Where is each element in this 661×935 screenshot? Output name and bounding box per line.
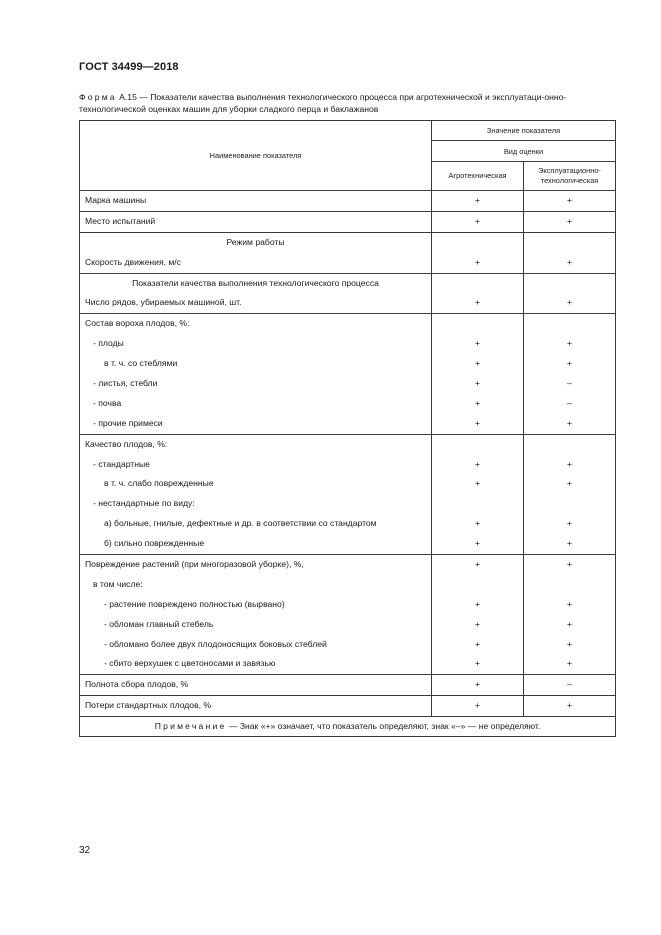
indicator-name: Потери стандартных плодов, % [85, 700, 212, 711]
indicator-name-cell [80, 232, 432, 273]
expl-mark: + [566, 358, 573, 369]
form-caption [79, 92, 619, 115]
expl-mark: + [566, 638, 573, 649]
agro-mark: + [474, 618, 481, 629]
expl-mark: + [566, 658, 573, 669]
agro-value-cell [432, 434, 524, 554]
expl-mark: + [566, 215, 573, 226]
expl-mark: + [566, 256, 573, 267]
expl-mark: + [566, 297, 573, 308]
agro-value-cell [432, 555, 524, 675]
agro-mark: + [474, 679, 481, 690]
agro-mark: + [474, 518, 481, 529]
indicator-name-cell [80, 555, 432, 675]
indicator-name: б) сильно поврежденные [104, 538, 205, 549]
agro-value-cell [432, 696, 524, 717]
expl-mark: + [566, 700, 573, 711]
indicator-name: - плоды [93, 338, 124, 349]
expl-mark: + [566, 538, 573, 549]
indicator-name: - сбито верхушек с цветоносами и завязью [104, 658, 276, 669]
agro-mark: + [474, 297, 481, 308]
indicator-name: - растение повреждено полностью (вырвано) [104, 598, 285, 609]
expl-mark: + [566, 195, 573, 205]
indicator-name: Место испытаний [85, 215, 156, 226]
indicator-name-cell [80, 211, 432, 232]
expl-mark: + [566, 559, 573, 570]
expl-mark [524, 233, 615, 253]
table-note [80, 717, 616, 737]
agro-mark: + [474, 478, 481, 489]
indicator-name: Качество плодов, %: [85, 438, 168, 449]
indicator-name: а) больные, гнилые, дефектные и др. в соответствии со стандартом [104, 518, 377, 529]
expl-value-cell [524, 191, 616, 212]
expl-value-cell [524, 273, 616, 314]
expl-value-cell [524, 675, 616, 696]
agro-mark: + [474, 256, 481, 267]
agro-value-cell [432, 191, 524, 212]
agro-mark: + [474, 195, 481, 205]
expl-mark: + [566, 417, 573, 428]
expl-mark [524, 494, 615, 514]
expl-value-cell [524, 211, 616, 232]
assessment-type-header: Вид оценки [432, 141, 616, 162]
agro-value-cell [432, 232, 524, 273]
agro-mark: + [474, 338, 481, 349]
table-row [80, 675, 616, 696]
agro-mark [432, 435, 523, 455]
agro-mark: + [474, 358, 481, 369]
agro-value-cell [432, 314, 524, 434]
expl-mark [524, 435, 615, 455]
value-header: Значение показателя [432, 121, 616, 141]
indicator-name: в т. ч. слабо поврежденные [104, 478, 214, 489]
expl-value-cell [524, 232, 616, 273]
note-text: — Знак «+» означает, что показатель определяют, знак «–» — не определяют. [226, 721, 541, 732]
table-row [80, 434, 616, 554]
indicator-name-cell [80, 675, 432, 696]
indicator-name-cell [80, 314, 432, 434]
expl-mark: – [567, 378, 572, 389]
indicator-name: - нестандартные по виду: [93, 498, 195, 509]
agro-value-cell [432, 211, 524, 232]
expl-mark: + [566, 478, 573, 489]
expl-mark: + [566, 618, 573, 629]
indicator-name: Показатели качества выполнения технологического процесса [132, 277, 379, 288]
expl-mark: + [566, 598, 573, 609]
table-row [80, 314, 616, 434]
expl-header: Эксплуатационно-технологическая [524, 162, 616, 191]
expl-mark: – [567, 397, 572, 408]
agro-mark [432, 314, 523, 334]
indicator-name: в том числе: [93, 578, 143, 589]
expl-value-cell [524, 555, 616, 675]
agro-mark: + [474, 458, 481, 469]
agro-mark: + [474, 215, 481, 226]
agro-mark: + [474, 378, 481, 389]
agro-mark: + [474, 638, 481, 649]
expl-value-cell [524, 314, 616, 434]
indicator-name: Марка машины [85, 195, 147, 205]
indicator-name: Число рядов, убираемых машиной, шт. [85, 297, 242, 308]
agro-mark: + [474, 538, 481, 549]
expl-mark [524, 274, 615, 294]
expl-mark: + [566, 518, 573, 529]
standard-header: ГОСТ 34499—2018 [79, 61, 179, 73]
expl-value-cell [524, 434, 616, 554]
indicator-name: - стандартные [93, 458, 150, 469]
expl-value-cell [524, 696, 616, 717]
indicator-name: - почва [93, 397, 122, 408]
expl-mark [524, 575, 615, 595]
indicator-name-cell [80, 273, 432, 314]
table-row [80, 191, 616, 212]
expl-mark: + [566, 458, 573, 469]
form-word: Форма [79, 92, 117, 102]
indicators-table [79, 120, 616, 737]
table-row [80, 555, 616, 675]
indicator-name-cell [80, 696, 432, 717]
col-name-header: Наименование показателя [80, 121, 432, 191]
agro-mark [432, 274, 523, 294]
expl-mark: + [566, 338, 573, 349]
indicator-name: Повреждение растений (при многоразовой уборке), %, [85, 559, 304, 570]
indicator-name: - листья, стебли [93, 378, 158, 389]
indicator-name: Скорость движения, м/с [85, 256, 181, 267]
agro-mark [432, 575, 523, 595]
agro-header: Агротехническая [432, 162, 524, 191]
note-row [80, 717, 616, 737]
indicator-name: Состав вороха плодов, %: [85, 318, 190, 329]
note-word: Примечание [154, 721, 227, 732]
table-row [80, 211, 616, 232]
indicator-name-cell [80, 434, 432, 554]
agro-mark: + [474, 658, 481, 669]
agro-mark: + [474, 397, 481, 408]
agro-mark: + [474, 700, 481, 711]
indicator-name: Полнота сбора плодов, % [85, 679, 189, 690]
indicator-name: в т. ч. со стеблями [104, 358, 178, 369]
agro-mark: + [474, 559, 481, 570]
agro-mark: + [474, 417, 481, 428]
indicator-name: - обломано более двух плодоносящих боковых стеблей [104, 638, 327, 649]
agro-mark: + [474, 598, 481, 609]
table-row [80, 273, 616, 314]
indicator-name: - прочие примеси [93, 417, 163, 428]
expl-mark [524, 314, 615, 334]
indicator-name: - обломан главный стебель [104, 618, 214, 629]
indicator-name-cell [80, 191, 432, 212]
agro-mark [432, 233, 523, 253]
agro-value-cell [432, 273, 524, 314]
table-row [80, 232, 616, 273]
agro-value-cell [432, 675, 524, 696]
expl-mark: – [567, 679, 572, 690]
page-number: 32 [79, 845, 91, 856]
agro-mark [432, 494, 523, 514]
form-caption-text: А.15 — Показатели качества выполнения технологического процесса при агротехнической и эксплуатаци-онно-технологической оценках машин для уборки сладкого перца и баклажанов [79, 92, 567, 114]
table-row [80, 696, 616, 717]
indicator-name: Режим работы [226, 236, 285, 247]
